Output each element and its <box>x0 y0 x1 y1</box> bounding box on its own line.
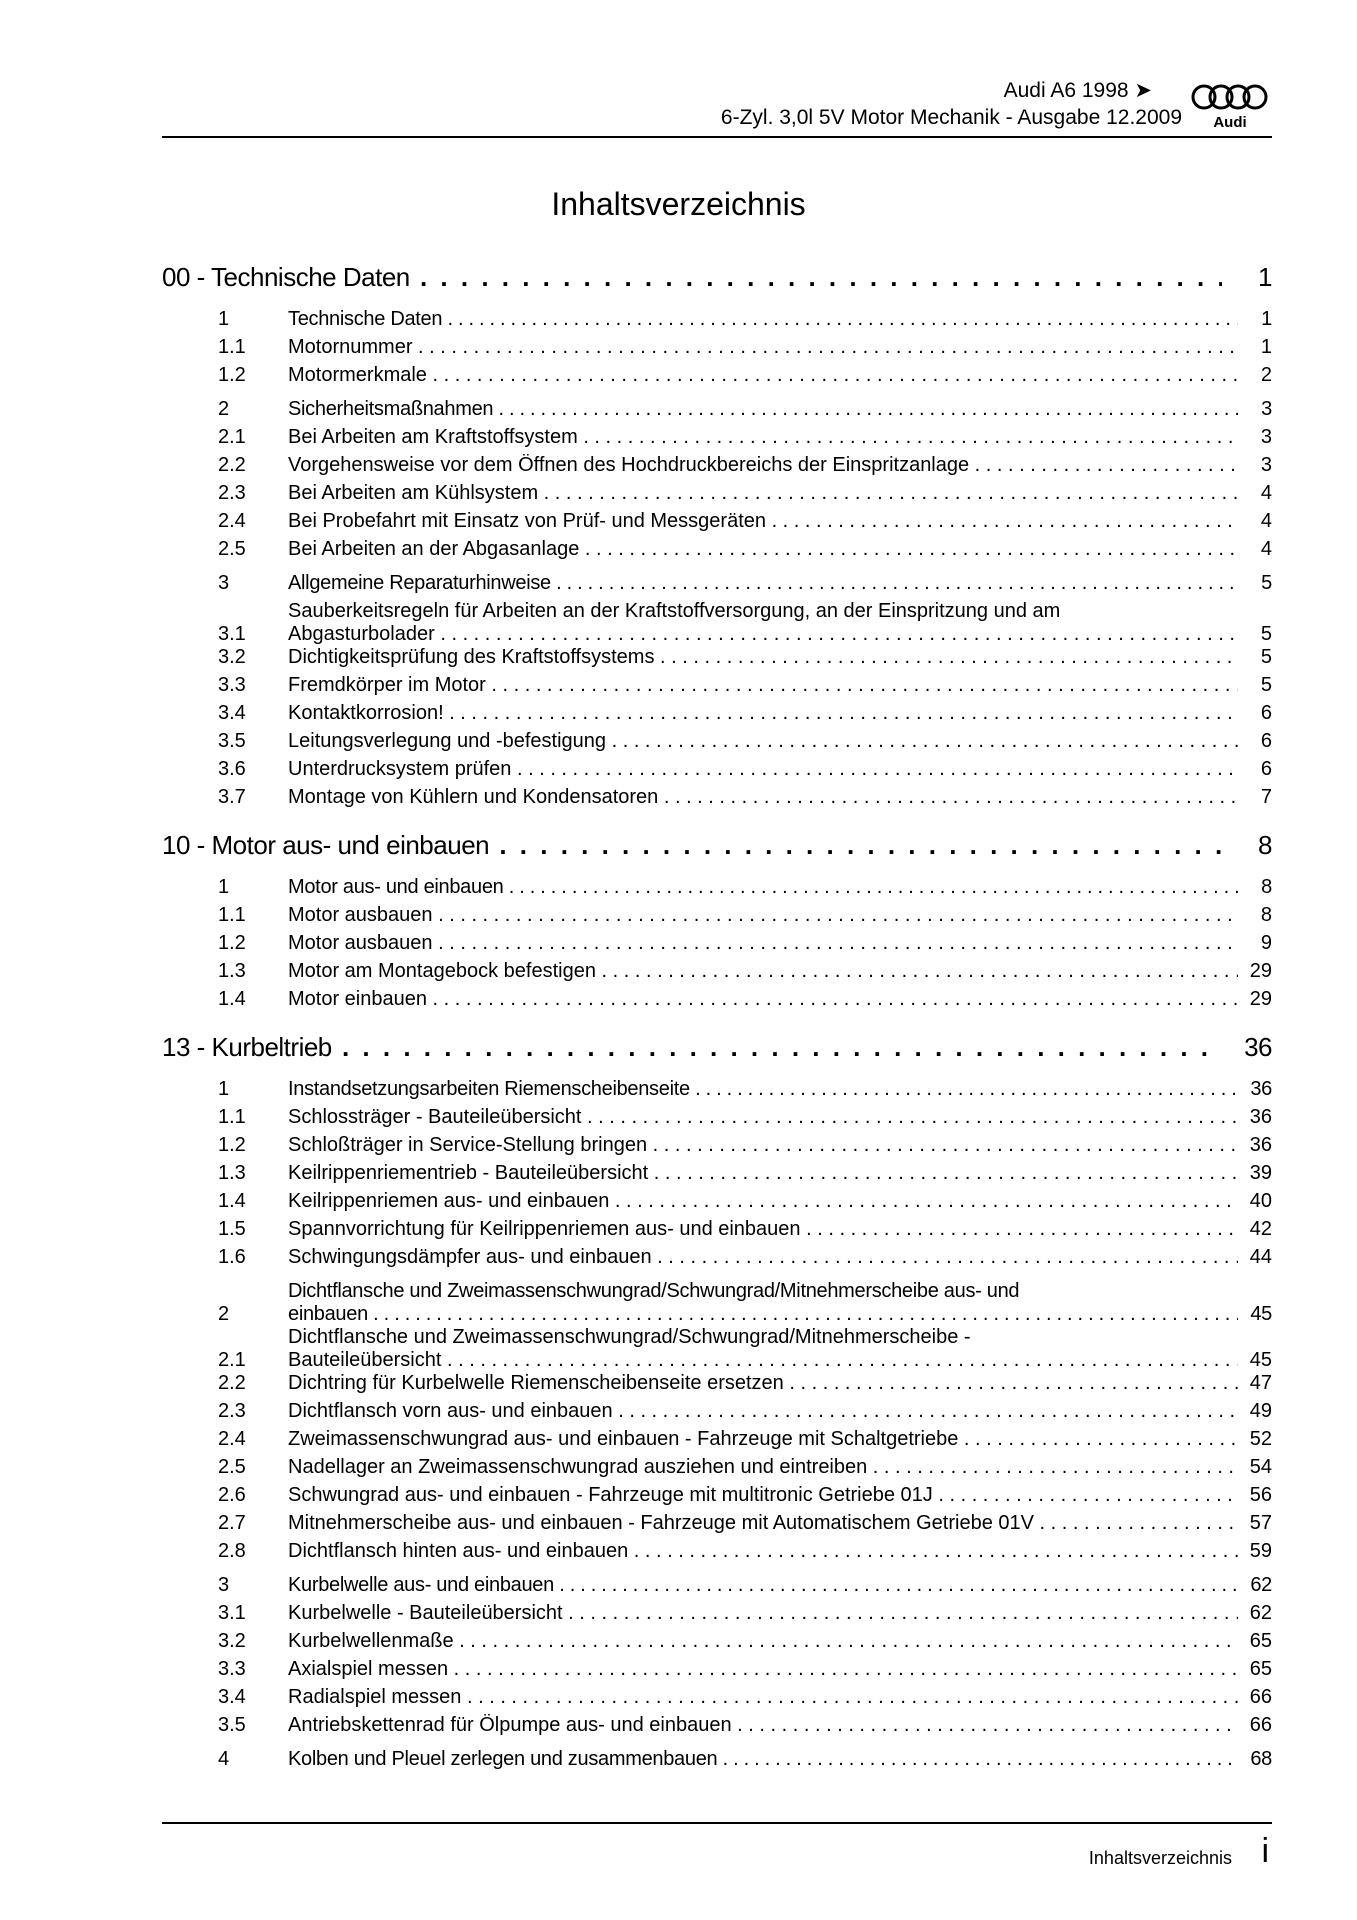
toc-entry-sub[interactable] <box>162 600 1272 646</box>
toc-entry-number: 4 <box>218 1748 229 1770</box>
toc-entry-page: 3 <box>1260 426 1272 448</box>
toc-entry-number: 1.2 <box>218 1134 246 1156</box>
toc-entry-sub[interactable] <box>162 336 1272 364</box>
toc-entry-number: 1.4 <box>218 988 246 1010</box>
toc-entry-page: 57 <box>1249 1512 1272 1534</box>
toc-entry-page: 54 <box>1249 1456 1272 1478</box>
toc-entry-title <box>288 1540 1238 1563</box>
toc-entry-sub[interactable] <box>162 1484 1272 1512</box>
toc-entry-title-text: Motor ausbauen <box>288 932 433 954</box>
toc-entry-title-text: Axialspiel messen <box>288 1658 449 1680</box>
toc-entry-title-text: Allgemeine Reparaturhinweise <box>288 572 551 594</box>
toc-entry-title <box>288 674 1238 697</box>
toc-entry-title-text: Motor einbauen <box>288 988 427 1010</box>
toc-entry-sub[interactable] <box>162 482 1272 510</box>
toc-entry-title-text: Fremdkörper im Motor <box>288 674 486 696</box>
toc-entry-page: 5 <box>1261 572 1272 594</box>
toc-entry-page: 6 <box>1260 730 1272 752</box>
toc-entry-page: 29 <box>1249 960 1272 982</box>
toc-entry-page: 66 <box>1249 1686 1272 1708</box>
toc-entry-number: 2.1 <box>218 1349 246 1371</box>
toc-entry-page: 3 <box>1260 454 1272 476</box>
toc-entry-number: 3.6 <box>218 758 246 780</box>
toc-entry-title <box>288 572 1238 595</box>
toc-entry-sub[interactable] <box>162 1714 1272 1742</box>
toc-entry-title <box>162 1032 1222 1063</box>
toc-entry-page: 36 <box>1244 1032 1272 1062</box>
toc-entry-title <box>288 786 1238 809</box>
toc-entry-number: 1 <box>218 876 229 898</box>
toc-entry-title-text: Dichtring für Kurbelwelle Riemenscheibenseite ersetzen <box>288 1372 784 1394</box>
toc-entry-sub[interactable] <box>162 1134 1272 1162</box>
toc-entry-title <box>162 262 1222 293</box>
toc-entry-title-text: Spannvorrichtung für Keilrippenriemen aus- und einbauen <box>288 1218 801 1240</box>
toc-entry-title-text: Motor aus- und einbauen <box>288 876 504 898</box>
toc-entry-sub[interactable] <box>162 538 1272 566</box>
toc-entry-title-line1: Dichtflansche und Zweimassenschwungrad/Schwungrad/Mitnehmerscheibe - <box>288 1326 971 1348</box>
toc-entry-title <box>288 454 1238 477</box>
toc-entry-page: 47 <box>1249 1372 1272 1394</box>
toc-entry-page: 7 <box>1260 786 1272 808</box>
toc-entry-title-text: Motormerkmale <box>288 364 427 386</box>
toc-entry-number: 2.8 <box>218 1540 246 1562</box>
toc-entry-sub[interactable] <box>162 1630 1272 1658</box>
header-model: Audi A6 1998 ➤ <box>1003 79 1152 102</box>
toc-entry-page: 1 <box>1261 308 1272 330</box>
toc-entry-sub[interactable] <box>162 646 1272 674</box>
toc-entry-title-text: Motor ausbauen <box>288 904 433 926</box>
toc-entry-title-text: Montage von Kühlern und Kondensatoren <box>288 786 659 808</box>
toc-entry-number: 1 <box>218 1078 229 1100</box>
toc-entry-title <box>288 1428 1238 1451</box>
toc-entry-page: 66 <box>1249 1714 1272 1736</box>
toc-entry-title <box>288 398 1238 421</box>
toc-entry-title-text: Vorgehensweise vor dem Öffnen des Hochdruckbereichs der Einspritzanlage <box>288 454 970 476</box>
toc-entry-title-text: Mitnehmerscheibe aus- und einbauen - Fahrzeuge mit Automatischem Getriebe 01V <box>288 1512 1034 1534</box>
toc-entry-title <box>288 1512 1238 1535</box>
toc-entry-sub[interactable] <box>162 730 1272 758</box>
toc-entry-section[interactable] <box>162 308 1272 336</box>
toc-entry-title-text: Keilrippenriemen aus- und einbauen <box>288 1190 610 1212</box>
toc-entry-number: 1.5 <box>218 1218 246 1240</box>
toc-entry-number: 2.4 <box>218 1428 246 1450</box>
toc-entry-title <box>288 336 1238 359</box>
toc-entry-title <box>288 1162 1238 1185</box>
toc-entry-title <box>288 702 1238 725</box>
toc-entry-title <box>288 1748 1238 1771</box>
toc-entry-title-text: Nadellager an Zweimassenschwungrad ausziehen und eintreiben <box>288 1456 868 1478</box>
toc-entry-page: 36 <box>1249 1134 1272 1156</box>
toc-entry-title <box>288 600 1238 646</box>
toc-entry-title-text: Motor am Montagebock befestigen <box>288 960 596 982</box>
toc-entry-page: 8 <box>1261 876 1272 898</box>
toc-entry-title-text: Schwingungsdämpfer aus- und einbauen <box>288 1246 652 1268</box>
toc-entry-section[interactable] <box>162 1748 1272 1776</box>
toc-entry-title-text: Dichtigkeitsprüfung des Kraftstoffsystems <box>288 646 655 668</box>
toc-entry-sub[interactable] <box>162 1106 1272 1134</box>
table-of-contents <box>162 262 1272 1776</box>
toc-entry-sub[interactable] <box>162 1540 1272 1568</box>
toc-entry-number: 2 <box>218 398 229 420</box>
toc-entry-number: 2.1 <box>218 426 246 448</box>
document-title: Inhaltsverzeichnis <box>551 186 806 222</box>
toc-entry-page: 4 <box>1260 482 1272 504</box>
toc-entry-number: 3.3 <box>218 674 246 696</box>
toc-entry-title-text: Kurbelwellenmaße <box>288 1630 454 1652</box>
toc-entry-title <box>288 1280 1238 1326</box>
toc-entry-page: 62 <box>1249 1602 1272 1624</box>
toc-entry-title-text: Instandsetzungsarbeiten Riemenscheibenseite <box>288 1078 690 1100</box>
toc-entry-title-text: Unterdrucksystem prüfen <box>288 758 512 780</box>
toc-entry-title <box>288 426 1238 449</box>
toc-entry-number: 2 <box>218 1303 229 1325</box>
toc-entry-sub[interactable] <box>162 932 1272 960</box>
toc-entry-number: 2.5 <box>218 1456 246 1478</box>
toc-entry-number: 2.3 <box>218 1400 246 1422</box>
toc-entry-sub[interactable] <box>162 702 1272 730</box>
toc-entry-title-text: Bei Arbeiten am Kraftstoffsystem <box>288 426 578 448</box>
toc-entry-page: 5 <box>1260 623 1272 645</box>
toc-entry-section[interactable] <box>162 1574 1272 1602</box>
toc-entry-page: 62 <box>1250 1574 1272 1596</box>
toc-entry-chapter[interactable] <box>162 262 1272 302</box>
toc-entry-number: 1.4 <box>218 1190 246 1212</box>
toc-entry-sub[interactable] <box>162 904 1272 932</box>
toc-entry-page: 1 <box>1258 262 1272 292</box>
toc-entry-page: 56 <box>1249 1484 1272 1506</box>
toc-entry-number: 3.1 <box>218 623 246 645</box>
toc-entry-sub[interactable] <box>162 1512 1272 1540</box>
toc-entry-page: 2 <box>1260 364 1272 386</box>
toc-entry-title <box>288 1484 1238 1507</box>
toc-entry-title <box>288 1456 1238 1479</box>
toc-entry-title-text: 00 - Technische Daten <box>162 262 410 292</box>
toc-entry-title <box>288 1686 1238 1709</box>
toc-entry-section[interactable] <box>162 572 1272 600</box>
toc-entry-title <box>288 1630 1238 1653</box>
toc-entry-page: 4 <box>1260 510 1272 532</box>
toc-entry-title <box>288 876 1238 899</box>
toc-entry-number: 3 <box>218 572 229 594</box>
toc-entry-number: 1.1 <box>218 1106 246 1128</box>
toc-entry-sub[interactable] <box>162 1246 1272 1274</box>
toc-entry-page: 8 <box>1260 904 1272 926</box>
toc-entry-number: 2.5 <box>218 538 246 560</box>
svg-text:Audi: Audi <box>1213 114 1247 130</box>
footer-label: Inhaltsverzeichnis <box>1088 1848 1232 1868</box>
toc-entry-title-text: Kurbelwelle aus- und einbauen <box>288 1574 554 1596</box>
toc-entry-title <box>288 1246 1238 1269</box>
toc-entry-title-line2: Bauteileübersicht . . . <box>288 1349 1238 1372</box>
toc-entry-title <box>288 758 1238 781</box>
toc-entry-title-text: Schloßträger in Service-Stellung bringen <box>288 1134 648 1156</box>
toc-entry-sub[interactable] <box>162 1686 1272 1714</box>
toc-entry-title-text: Motornummer <box>288 336 413 358</box>
toc-entry-sub[interactable] <box>162 510 1272 538</box>
toc-entry-page: 3 <box>1261 398 1272 420</box>
toc-entry-page: 42 <box>1249 1218 1272 1240</box>
header-subtitle: 6-Zyl. 3,0l 5V Motor Mechanik - Ausgabe 12.2009 <box>720 106 1182 129</box>
toc-entry-title <box>288 904 1238 927</box>
toc-entry-title <box>288 364 1238 387</box>
toc-entry-number: 3.2 <box>218 1630 246 1652</box>
toc-entry-title-text: 13 - Kurbeltrieb <box>162 1032 332 1062</box>
toc-entry-number: 1.1 <box>218 336 246 358</box>
toc-entry-title-text: Bei Probefahrt mit Einsatz von Prüf- und Messgeräten <box>288 510 767 532</box>
toc-entry-number: 2.2 <box>218 454 246 476</box>
toc-entry-sub[interactable] <box>162 758 1272 786</box>
toc-entry-title-text: Leitungsverlegung und -befestigung <box>288 730 607 752</box>
toc-entry-number: 3.2 <box>218 646 246 668</box>
toc-entry-title-text: Radialspiel messen <box>288 1686 462 1708</box>
toc-entry-number: 1.3 <box>218 1162 246 1184</box>
toc-entry-page: 40 <box>1249 1190 1272 1212</box>
toc-entry-title <box>288 1106 1238 1129</box>
toc-entry-title <box>288 1218 1238 1241</box>
toc-entry-sub[interactable] <box>162 426 1272 454</box>
toc-entry-number: 2.2 <box>218 1372 246 1394</box>
toc-entry-title <box>288 646 1238 669</box>
toc-entry-page: 49 <box>1249 1400 1272 1422</box>
toc-entry-page: 29 <box>1249 988 1272 1010</box>
toc-entry-section[interactable] <box>162 1280 1272 1326</box>
footer-divider <box>162 1822 1272 1824</box>
toc-entry-sub[interactable] <box>162 1162 1272 1190</box>
toc-entry-number: 3.3 <box>218 1658 246 1680</box>
toc-entry-number: 3.5 <box>218 1714 246 1736</box>
toc-entry-number: 1.2 <box>218 364 246 386</box>
toc-entry-page: 6 <box>1260 758 1272 780</box>
toc-entry-title-text: Kontaktkorrosion! <box>288 702 444 724</box>
toc-entry-title <box>288 932 1238 955</box>
toc-entry-title <box>288 510 1238 533</box>
toc-entry-number: 1.1 <box>218 904 246 926</box>
toc-entry-title-text: Keilrippenriementrieb - Bauteileübersicht <box>288 1162 649 1184</box>
toc-entry-title <box>288 730 1238 753</box>
toc-entry-number: 3.7 <box>218 786 246 808</box>
toc-entry-title-line2: Abgasturbolader . . . <box>288 623 1238 646</box>
toc-entry-title <box>162 830 1222 861</box>
toc-entry-title-text: Dichtflansch hinten aus- und einbauen <box>288 1540 629 1562</box>
toc-entry-title <box>288 1400 1238 1423</box>
audi-logo-icon <box>1190 82 1272 130</box>
toc-entry-sub[interactable] <box>162 988 1272 1016</box>
toc-entry-title-line1: Sauberkeitsregeln für Arbeiten an der Kraftstoffversorgung, an der Einspritzung und am <box>288 600 1061 622</box>
toc-entry-page: 36 <box>1250 1078 1272 1100</box>
toc-entry-title <box>288 1078 1238 1101</box>
toc-entry-page: 5 <box>1260 646 1272 668</box>
toc-entry-number: 3.4 <box>218 702 246 724</box>
toc-entry-page: 39 <box>1249 1162 1272 1184</box>
toc-entry-page: 44 <box>1249 1246 1272 1268</box>
toc-entry-title <box>288 1574 1238 1597</box>
toc-entry-title <box>288 1190 1238 1213</box>
toc-entry-title-text: Schwungrad aus- und einbauen - Fahrzeuge mit multitronic Getriebe 01J <box>288 1484 933 1506</box>
toc-entry-sub[interactable] <box>162 1658 1272 1686</box>
toc-entry-title-text: Sicherheitsmaßnahmen <box>288 398 494 420</box>
toc-entry-sub[interactable] <box>162 1218 1272 1246</box>
toc-entry-number: 3.5 <box>218 730 246 752</box>
toc-entry-page: 65 <box>1249 1658 1272 1680</box>
toc-entry-number: 3.4 <box>218 1686 246 1708</box>
toc-entry-number: 2.3 <box>218 482 246 504</box>
toc-entry-title-text: Antriebskettenrad für Ölpumpe aus- und einbauen <box>288 1714 732 1736</box>
toc-entry-sub[interactable] <box>162 1372 1272 1400</box>
toc-entry-title <box>288 1326 1238 1372</box>
toc-entry-number: 2.6 <box>218 1484 246 1506</box>
toc-entry-page: 1 <box>1260 336 1272 358</box>
toc-entry-number: 2.4 <box>218 510 246 532</box>
footer-page-number: i <box>1261 1832 1269 1870</box>
toc-entry-sub[interactable] <box>162 1428 1272 1456</box>
toc-entry-number: 1 <box>218 308 229 330</box>
toc-entry-title <box>288 538 1238 561</box>
toc-entry-title-line2: einbauen . . . <box>288 1303 1238 1326</box>
toc-entry-number: 3.1 <box>218 1602 246 1624</box>
toc-entry-title-line1: Dichtflansche und Zweimassenschwungrad/Schwungrad/Mitnehmerscheibe aus- und <box>288 1280 1020 1302</box>
toc-entry-number: 1.2 <box>218 932 246 954</box>
toc-entry-sub[interactable] <box>162 1190 1272 1218</box>
toc-entry-sub[interactable] <box>162 674 1272 702</box>
toc-entry-sub[interactable] <box>162 1456 1272 1484</box>
toc-entry-title <box>288 960 1238 983</box>
toc-entry-title <box>288 1714 1238 1737</box>
toc-entry-title <box>288 1372 1238 1395</box>
toc-entry-title-text: Kolben und Pleuel zerlegen und zusammenbauen <box>288 1748 718 1770</box>
toc-entry-title-text: Schlossträger - Bauteileübersicht <box>288 1106 582 1128</box>
toc-entry-number: 1.6 <box>218 1246 246 1268</box>
toc-entry-sub[interactable] <box>162 960 1272 988</box>
toc-entry-title <box>288 988 1238 1011</box>
toc-entry-page: 4 <box>1260 538 1272 560</box>
toc-entry-number: 3 <box>218 1574 229 1596</box>
toc-entry-sub[interactable] <box>162 364 1272 392</box>
toc-entry-page: 68 <box>1250 1748 1272 1770</box>
toc-entry-section[interactable] <box>162 398 1272 426</box>
toc-entry-sub[interactable] <box>162 1602 1272 1630</box>
toc-entry-chapter[interactable] <box>162 830 1272 870</box>
toc-entry-title <box>288 482 1238 505</box>
toc-entry-title-text: Zweimassenschwungrad aus- und einbauen - Fahrzeuge mit Schaltgetriebe <box>288 1428 959 1450</box>
toc-entry-section[interactable] <box>162 876 1272 904</box>
page-header <box>162 78 1272 138</box>
toc-entry-title <box>288 308 1238 331</box>
toc-entry-sub[interactable] <box>162 454 1272 482</box>
toc-entry-number: 2.7 <box>218 1512 246 1534</box>
toc-entry-sub[interactable] <box>162 786 1272 814</box>
toc-entry-title-text: Bei Arbeiten am Kühlsystem <box>288 482 539 504</box>
toc-entry-title-text: 10 - Motor aus- und einbauen <box>162 830 490 860</box>
toc-entry-section[interactable] <box>162 1078 1272 1106</box>
toc-entry-chapter[interactable] <box>162 1032 1272 1072</box>
toc-entry-title <box>288 1602 1238 1625</box>
toc-entry-page: 65 <box>1249 1630 1272 1652</box>
toc-entry-page: 45 <box>1250 1303 1272 1325</box>
toc-entry-number: 1.3 <box>218 960 246 982</box>
toc-entry-title-text: Kurbelwelle - Bauteileübersicht <box>288 1602 563 1624</box>
toc-entry-page: 6 <box>1260 702 1272 724</box>
toc-entry-page: 8 <box>1258 830 1272 860</box>
toc-entry-title-text: Technische Daten <box>288 308 443 330</box>
toc-entry-page: 9 <box>1260 932 1272 954</box>
toc-entry-page: 5 <box>1260 674 1272 696</box>
toc-entry-page: 36 <box>1249 1106 1272 1128</box>
toc-entry-title <box>288 1134 1238 1157</box>
toc-entry-sub[interactable] <box>162 1326 1272 1372</box>
toc-entry-page: 59 <box>1249 1540 1272 1562</box>
toc-entry-sub[interactable] <box>162 1400 1272 1428</box>
toc-entry-title-text: Dichtflansch vorn aus- und einbauen <box>288 1400 613 1422</box>
toc-entry-page: 52 <box>1249 1428 1272 1450</box>
toc-entry-title <box>288 1658 1238 1681</box>
toc-entry-title-text: Bei Arbeiten an der Abgasanlage <box>288 538 580 560</box>
toc-entry-page: 45 <box>1249 1349 1272 1371</box>
